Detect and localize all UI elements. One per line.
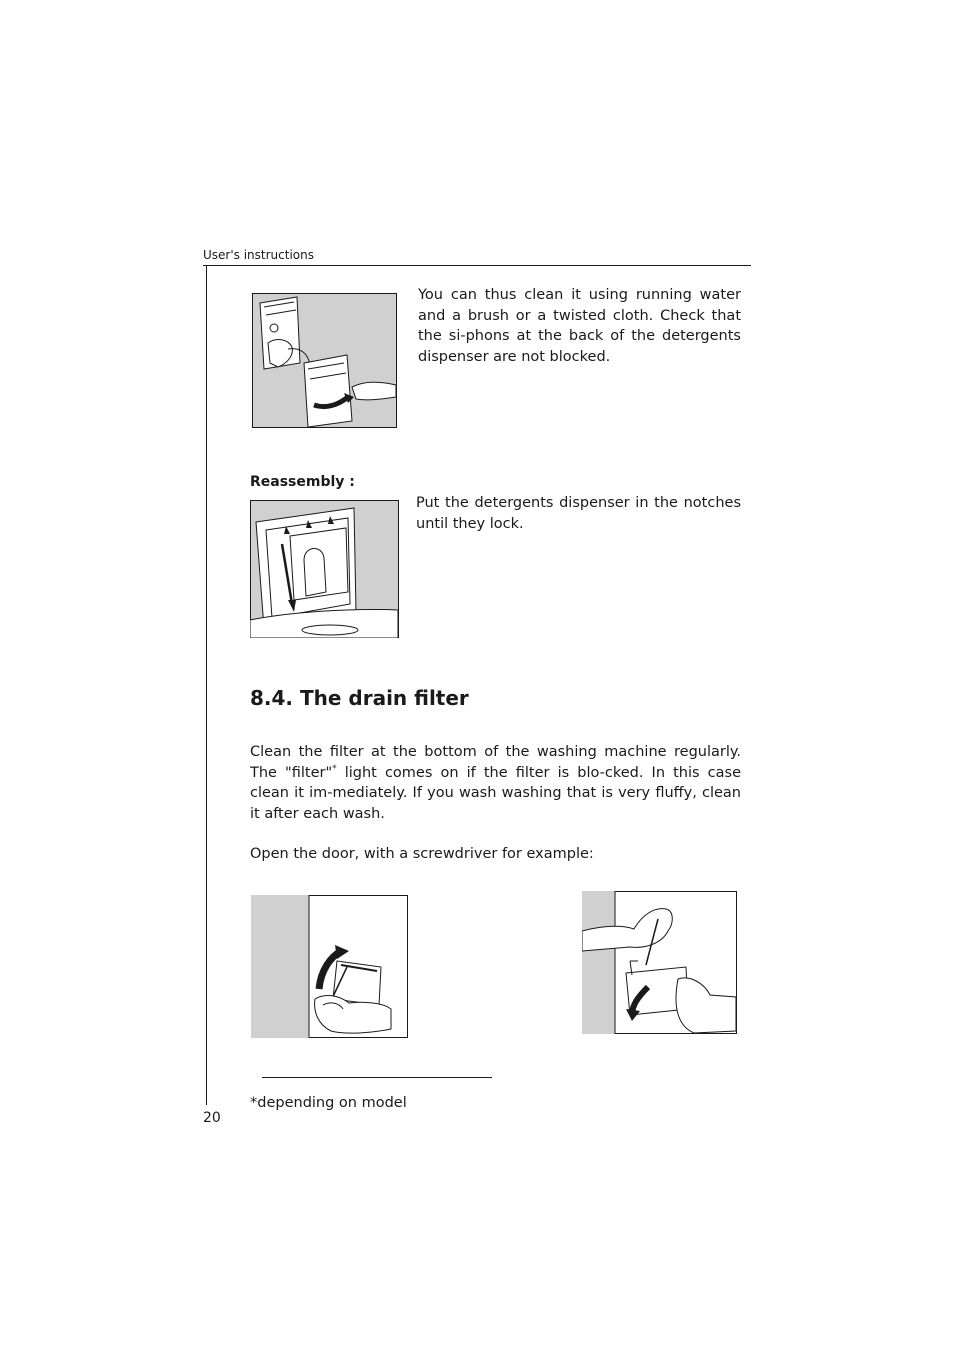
footnote: *depending on model — [250, 1095, 407, 1111]
drain-filter-paragraph — [250, 742, 741, 824]
footnote-marker: * — [332, 763, 337, 774]
cleaning-paragraph: You can thus clean it using running water and a brush or a twisted cloth. Check that the si-phons at the back of the detergents dispenser are not blocked. — [418, 287, 741, 365]
remove-filter-door-illustration — [582, 891, 737, 1034]
footnote-rule — [262, 1077, 492, 1078]
open-door-instruction: Open the door, with a screwdriver for example: — [250, 846, 594, 862]
page-number: 20 — [203, 1110, 221, 1126]
intro-text-b: light comes on if the filter is blo-cked. In this case clean it im-mediately. If you wash washing that is very fluffy, clean it after each wash. — [250, 764, 741, 822]
section-title: 8.4. The drain filter — [250, 686, 469, 710]
intro-text-a: Clean the filter at the bottom of the washing machine regularly. The "filter" — [250, 744, 741, 781]
reassembly-heading: Reassembly : — [250, 474, 355, 490]
open-filter-door-illustration — [251, 895, 408, 1038]
reassembly-paragraph: Put the detergents dispenser in the notches until they lock. — [416, 495, 741, 532]
dispenser-cleaning-illustration — [252, 293, 397, 428]
running-header: User's instructions — [203, 248, 314, 262]
header-rule — [203, 265, 751, 266]
margin-rule — [206, 265, 207, 1105]
reassembly-illustration — [250, 500, 399, 638]
